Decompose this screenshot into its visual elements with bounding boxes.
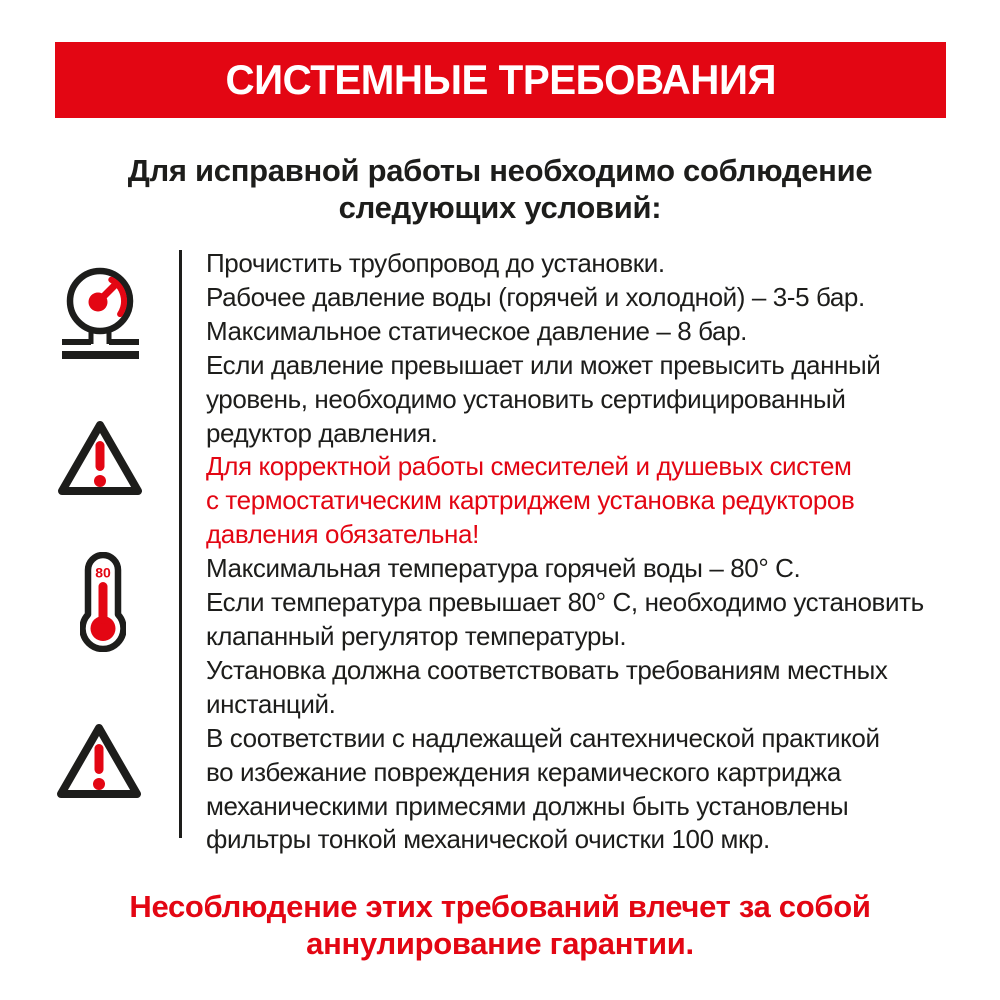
requirement-line: с термостатическим картриджем установка редукторов (206, 485, 855, 516)
requirement-line: клапанный регулятор температуры. (206, 620, 627, 651)
requirement-line: Если давление превышает или может превысить данный (206, 349, 881, 380)
requirement-line: В соответствии с надлежащей сантехнической практикой (206, 722, 880, 753)
requirement-line: Максимальная температура горячей воды – 80° C. (206, 553, 801, 584)
requirement-line: во избежание повреждения керамического картриджа (206, 756, 841, 787)
header-banner (55, 42, 946, 118)
requirement-line: механическими примесями должны быть установлены (206, 790, 849, 821)
warning-triangle-icon (53, 719, 145, 808)
requirement-line: фильтры тонкой механической очистки 100 мкр. (206, 824, 770, 855)
requirement-line: уровень, необходимо установить сертифицированный (206, 383, 846, 414)
warranty-warning (0, 888, 1000, 962)
intro-text (0, 152, 1000, 226)
warning-triangle-icon (54, 416, 146, 505)
warranty-line: Несоблюдение этих требований влечет за собой (129, 889, 871, 924)
pressure-gauge-icon (58, 262, 143, 367)
requirements-text (206, 247, 946, 857)
requirement-line: Установка должна соответствовать требованиям местных (206, 654, 888, 685)
thermometer-value: 80 (95, 564, 111, 581)
requirement-line: редуктор давления. (206, 417, 438, 448)
intro-line: следующих условий: (338, 190, 662, 225)
page-title: СИСТЕМНЫЕ ТРЕБОВАНИЯ (225, 56, 776, 103)
thermometer-icon (80, 552, 126, 657)
requirement-line: Рабочее давление воды (горячей и холодной) – 3-5 бар. (206, 281, 865, 312)
requirement-line: инстанций. (206, 688, 336, 719)
warranty-line: аннулирование гарантии. (306, 926, 694, 961)
requirement-line: Если температура превышает 80° C, необходимо установить (206, 587, 924, 618)
requirement-line: Максимальное статическое давление – 8 бар. (206, 315, 747, 346)
requirement-line: давления обязательна! (206, 519, 479, 550)
requirement-line: Для корректной работы смесителей и душевых систем (206, 451, 852, 482)
requirement-line: Прочистить трубопровод до установки. (206, 248, 665, 278)
intro-line: Для исправной работы необходимо соблюдение (127, 153, 873, 188)
column-divider (179, 250, 182, 838)
